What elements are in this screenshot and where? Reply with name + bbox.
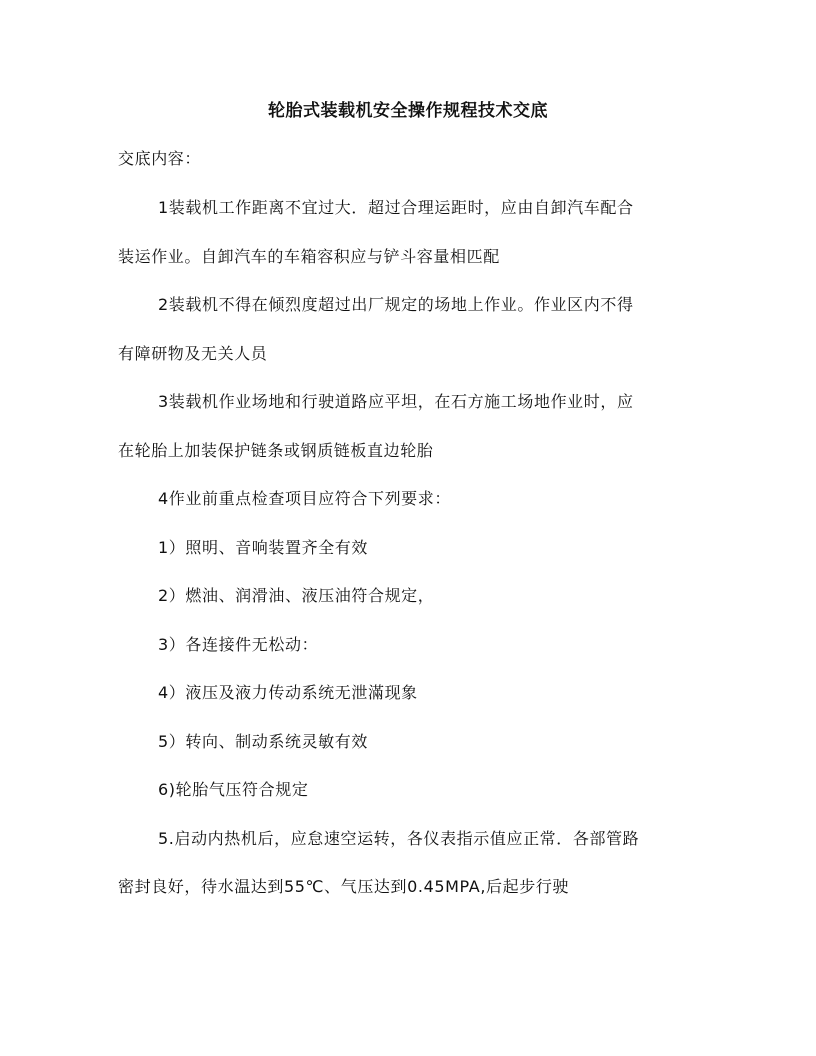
paragraph-line: 4作业前重点检查项目应符合下列要求： — [158, 489, 451, 508]
list-item: 2）燃油、润滑油、液压油符合规定， — [158, 586, 435, 605]
paragraph-line: 密封良好，待水温达到55℃、气压达到0.45MPA,后起步行驶 — [118, 877, 570, 896]
paragraph-line: 装运作业。自卸汽车的车箱容积应与铲斗容量相匹配 — [118, 247, 500, 266]
list-item: 3）各连接件无松动： — [158, 635, 319, 654]
paragraph-line: 在轮胎上加装保护链条或钢质链板直边轮胎 — [118, 441, 434, 460]
paragraph-line: 1装载机工作距离不宜过大．超过合理运距时，应由自卸汽车配合 — [158, 198, 634, 217]
paragraph-line: 有障研物及无关人员 — [118, 344, 268, 363]
intro-label: 交底内容： — [118, 149, 202, 168]
list-item: 6)轮胎气压符合规定 — [158, 780, 309, 799]
list-item: 5）转向、制动系统灵敏有效 — [158, 732, 368, 751]
paragraph-line: 5.启动内热机后，应怠速空运转，各仪表指示值应正常．各部管路 — [158, 829, 640, 848]
paragraph-line: 2装载机不得在倾烈度超过出厂规定的场地上作业。作业区内不得 — [158, 295, 634, 314]
paragraph-line: 3装载机作业场地和行驶道路应平坦，在石方施工场地作业时，应 — [158, 392, 634, 411]
document-title: 轮胎式装载机安全操作规程技术交底 — [268, 101, 548, 121]
list-item: 4）液压及液力传动系统无泄滿现象 — [158, 683, 418, 702]
list-item: 1）照明、音响装置齐全有效 — [158, 538, 368, 557]
